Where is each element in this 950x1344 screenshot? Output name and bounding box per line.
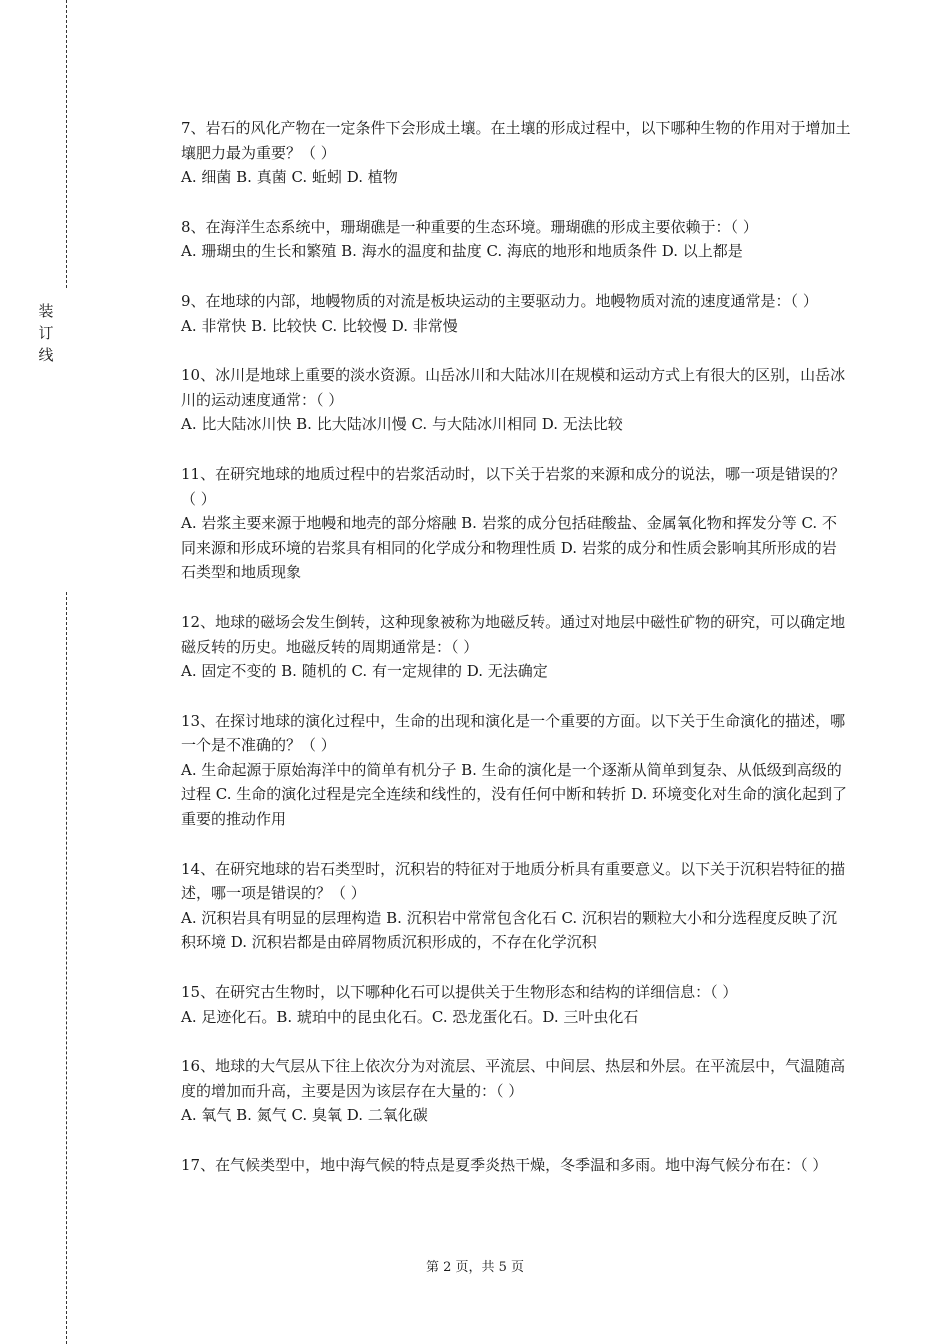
- question-7: [181, 116, 851, 190]
- question-options: A. 足迹化石。B. 琥珀中的昆虫化石。C. 恐龙蛋化石。D. 三叶虫化石: [181, 1007, 639, 1026]
- binding-line-bottom: [66, 592, 67, 1344]
- question-stem: 8、在海洋生态系统中，珊瑚礁是一种重要的生态环境。珊瑚礁的形成主要依赖于：（ ）: [181, 217, 758, 236]
- question-stem: 11、在研究地球的地质过程中的岩浆活动时，以下关于岩浆的来源和成分的说法，哪一项是错误的？（ ）: [181, 464, 846, 508]
- question-10: [181, 363, 851, 437]
- question-9: [181, 289, 851, 338]
- question-options: A. 非常快 B. 比较快 C. 比较慢 D. 非常慢: [181, 316, 458, 335]
- question-17: [181, 1153, 851, 1178]
- question-options: A. 比大陆冰川快 B. 比大陆冰川慢 C. 与大陆冰川相同 D. 无法比较: [181, 415, 623, 434]
- question-stem: 17、在气候类型中，地中海气候的特点是夏季炎热干燥，冬季温和多雨。地中海气候分布在：（ ）: [181, 1156, 828, 1174]
- question-stem: 12、地球的磁场会发生倒转，这种现象被称为地磁反转。通过对地层中磁性矿物的研究，可以确定地磁反转的历史。地磁反转的周期通常是：（ ）: [181, 612, 846, 656]
- question-options: A. 固定不变的 B. 随机的 C. 有一定规律的 D. 无法确定: [181, 662, 548, 681]
- page-footer: [0, 1256, 950, 1275]
- question-options: A. 生命起源于原始海洋中的简单有机分子 B. 生命的演化是一个逐渐从简单到复杂、从低级到高级的过程 C. 生命的演化过程是完全连续和线性的，没有任何中断和转折 D. 环境变化对生命的演化起到了重要的推动作用: [181, 760, 848, 829]
- question-options: A. 岩浆主要来源于地幔和地壳的部分熔融 B. 岩浆的成分包括硅酸盐、金属氧化物和挥发分等 C. 不同来源和形成环境的岩浆具有相同的化学成分和物理性质 D. 岩浆的成分和性质会影响其所形成的岩石类型和地质现象: [181, 514, 837, 582]
- question-options: A. 细菌 B. 真菌 C. 蚯蚓 D. 植物: [181, 168, 398, 187]
- page-number: 第 2 页，共 5 页: [425, 1260, 525, 1275]
- question-8: [181, 215, 851, 264]
- binding-label-char: 线: [38, 346, 54, 364]
- question-stem: 15、在研究古生物时，以下哪种化石可以提供关于生物形态和结构的详细信息：（ ）: [181, 983, 738, 1002]
- question-12: [181, 610, 851, 684]
- question-options: A. 珊瑚虫的生长和繁殖 B. 海水的温度和盐度 C. 海底的地形和地质条件 D. 以上都是: [181, 242, 743, 261]
- question-11: [181, 462, 851, 585]
- question-options: A. 沉积岩具有明显的层理构造 B. 沉积岩中常常包含化石 C. 沉积岩的颗粒大小和分选程度反映了沉积环境 D. 沉积岩都是由碎屑物质沉积形成的，不存在化学沉积: [181, 908, 837, 952]
- question-options: A. 氧气 B. 氮气 C. 臭氧 D. 二氧化碳: [181, 1106, 428, 1125]
- question-13: [181, 709, 851, 832]
- question-14: [181, 857, 851, 955]
- binding-label-char: 订: [38, 324, 54, 342]
- question-stem: 7、岩石的风化产物在一定条件下会形成土壤。在土壤的形成过程中，以下哪种生物的作用对于增加土壤肥力最为重要？（ ）: [181, 119, 851, 162]
- binding-label-char: 装: [38, 302, 54, 320]
- question-stem: 16、地球的大气层从下往上依次分为对流层、平流层、中间层、热层和外层。在平流层中，气温随高度的增加而升高，主要是因为该层存在大量的：（ ）: [181, 1057, 846, 1100]
- question-stem: 13、在探讨地球的演化过程中，生命的出现和演化是一个重要的方面。以下关于生命演化的描述，哪一个是不准确的？（ ）: [181, 711, 846, 755]
- question-16: [181, 1054, 851, 1128]
- question-stem: 9、在地球的内部，地幔物质的对流是板块运动的主要驱动力。地幔物质对流的速度通常是：（ ）: [181, 291, 818, 310]
- question-list: [181, 116, 851, 1203]
- binding-line-top: [66, 0, 67, 288]
- question-15: [181, 980, 851, 1029]
- question-stem: 14、在研究地球的岩石类型时，沉积岩的特征对于地质分析具有重要意义。以下关于沉积岩特征的描述，哪一项是错误的？（ ）: [181, 859, 846, 903]
- binding-label: [36, 300, 56, 366]
- question-stem: 10、冰川是地球上重要的淡水资源。山岳冰川和大陆冰川在规模和运动方式上有很大的区别，山岳冰川的运动速度通常：（ ）: [181, 366, 846, 409]
